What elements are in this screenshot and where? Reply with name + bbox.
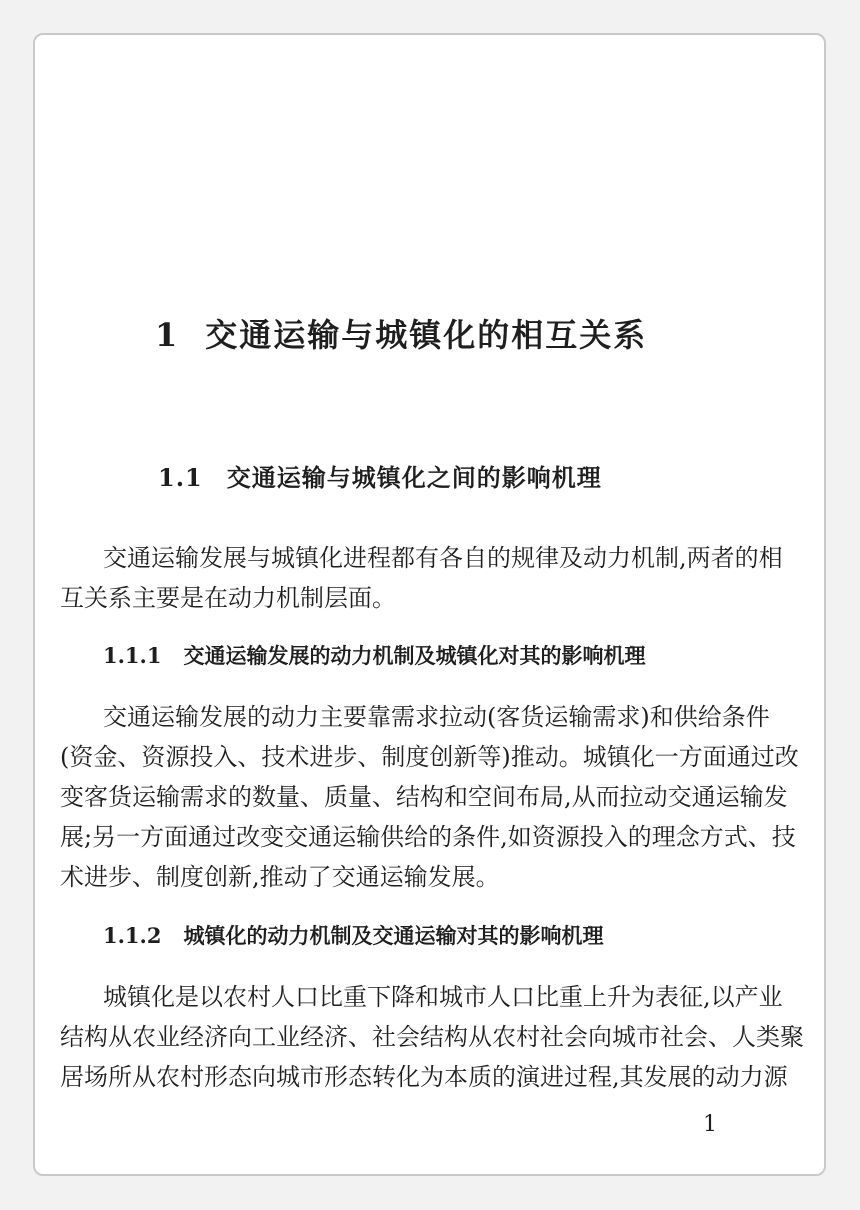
section-heading bbox=[158, 458, 602, 493]
subsection-heading-2 bbox=[103, 920, 603, 950]
paragraph-1 bbox=[60, 538, 783, 618]
paragraph-line: 互关系主要是在动力机制层面。 bbox=[60, 584, 396, 612]
subsection-title: 城镇化的动力机制及交通运输对其的影响机理 bbox=[183, 923, 604, 948]
section-title: 交通运输与城镇化之间的影响机理 bbox=[226, 463, 602, 492]
page-number: 1 bbox=[703, 1112, 717, 1137]
chapter-heading bbox=[155, 310, 647, 356]
chapter-number: 1 bbox=[155, 316, 180, 354]
paragraph-line: 展;另一方面通过改变交通运输供给的条件,如资源投入的理念方式、技 bbox=[60, 823, 796, 851]
paragraph-line: 城镇化是以农村人口比重下降和城市人口比重上升为表征,以产业 bbox=[103, 983, 783, 1011]
paragraph-line: 交通运输发展与城镇化进程都有各自的规律及动力机制,两者的相 bbox=[103, 544, 783, 572]
chapter-title: 交通运输与城镇化的相互关系 bbox=[205, 316, 648, 354]
paragraph-2 bbox=[60, 697, 799, 897]
paragraph-line: 交通运输发展的动力主要靠需求拉动(客货运输需求)和供给条件 bbox=[103, 703, 770, 731]
paragraph-line: (资金、资源投入、技术进步、制度创新等)推动。城镇化一方面通过改 bbox=[60, 743, 799, 771]
paragraph-line: 结构从农业经济向工业经济、社会结构从农村社会向城市社会、人类聚 bbox=[60, 1023, 804, 1051]
section-number: 1.1 bbox=[158, 463, 203, 492]
subsection-title: 交通运输发展的动力机制及城镇化对其的影响机理 bbox=[183, 643, 646, 668]
subsection-number: 1.1.2 bbox=[103, 923, 162, 948]
paragraph-line: 术进步、制度创新,推动了交通运输发展。 bbox=[60, 863, 500, 891]
paragraph-line: 变客货运输需求的数量、质量、结构和空间布局,从而拉动交通运输发 bbox=[60, 783, 788, 811]
subsection-heading-1 bbox=[103, 640, 645, 670]
subsection-number: 1.1.1 bbox=[103, 643, 162, 668]
paragraph-line: 居场所从农村形态向城市形态转化为本质的演进过程,其发展的动力源 bbox=[60, 1063, 788, 1091]
paragraph-3 bbox=[60, 977, 804, 1097]
